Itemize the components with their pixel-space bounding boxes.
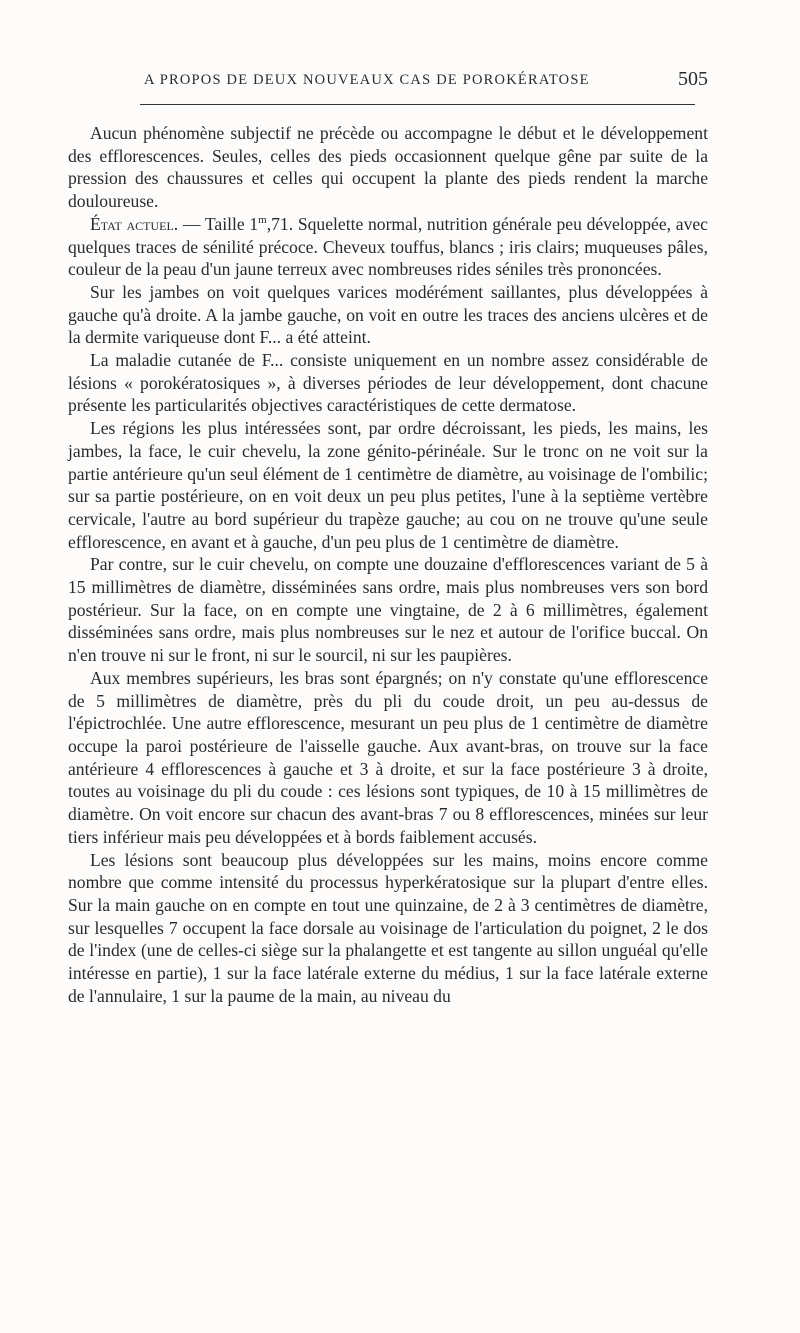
running-header <box>68 68 708 98</box>
header-rule <box>140 104 695 105</box>
paragraph-1: Aucun phénomène subjectif ne précède ou accompagne le début et le développement des efflorescences. Seules, celles des pieds occasionnent quelque gêne par suite de la pression des chaussures et celles qui occupent la plante des pieds rendent la marche douloureuse. <box>68 123 708 212</box>
height-unit: m <box>258 213 267 226</box>
paragraph-5: Les régions les plus intéressées sont, par ordre décroissant, les pieds, les mains, les jambes, la face, le cuir chevelu, la zone génito-périnéale. Sur le tronc on ne voit sur la partie antérieure qu'un seul élément de 1 centimètre de diamètre, au voisinage de l'ombilic; sur sa partie postérieure, on en voit deux un peu plus petites, l'une à la septième vertèbre cervicale, l'autre au bord supérieur du trapèze gauche; au cou on ne trouve qu'une seule efflorescence, en avant et à gauche, d'un peu plus de 1 centimètre de diamètre. <box>68 418 708 552</box>
paragraph-8: Les lésions sont beaucoup plus développées sur les mains, moins encore comme nombre que comme intensité du processus hyperkératosique sur la plupart d'entre elles. Sur la main gauche on en compte en tout une quinzaine, de 2 à 3 centimètres de diamètre, sur lesquelles 7 occupent la face dorsale au voisinage de l'articulation du poignet, 2 le dos de l'index (une de celles-ci siège sur la phalangette et est tangente au sillon unguéal qu'elle intéresse en partie), 1 sur la face latérale externe du médius, 1 sur la face latérale externe de l'annulaire, 1 sur la paume de la main, au niveau du <box>68 849 708 1006</box>
paragraph-7: Aux membres supérieurs, les bras sont épargnés; on n'y constate qu'une efflorescence de 5 millimètres de diamètre, près du pli du coude droit, un peu au-dessus de l'épictrochlée. Une autre efflorescence, mesurant un peu plus de 1 centimètre de diamètre occupe la paroi postérieure de l'aisselle gauche. Aux avant-bras, on trouve sur la face antérieure 4 efflorescences à gauche et 3 à droite, et sur la face postérieure 3 à droite, toutes au voisinage du pli du coude : ces lésions sont typiques, de 10 à 15 millimètres de diamètre. On voit encore sur chacun des avant-bras 7 ou 8 efflorescences, minées sur leur tiers inférieur mais peu développées et à bords faiblement accusés. <box>68 667 708 847</box>
paragraph-2-text: ,71. Squelette normal, nutrition générale peu développée, avec quelques traces de sénilité précoce. Cheveux touffus, blancs ; iris clairs; muqueuses pâles, couleur de la peau d'un jaune terreux avec nombreuses rides séniles très prononcées. <box>68 213 708 280</box>
paragraph-4: La maladie cutanée de F... consiste uniquement en un nombre assez considérable de lésions « porokératosiques », à diverses périodes de leur développement, dont chacune présente les particularités objectives caractéristiques de cette dermatose. <box>68 350 708 416</box>
section-heading: État actuel. <box>90 213 179 234</box>
paragraph-2 <box>68 213 708 281</box>
paragraph-2-lead: — Taille 1 <box>178 213 259 234</box>
body-text <box>68 122 708 1007</box>
page-number: 505 <box>678 68 708 90</box>
paragraph-3: Sur les jambes on voit quelques varices modérément saillantes, plus développées à gauche qu'à droite. A la jambe gauche, on voit en outre les traces des anciens ulcères et de la dermite variqueuse dont F... a été atteint. <box>68 281 708 348</box>
running-title: A PROPOS DE DEUX NOUVEAUX CAS DE POROKÉRATOSE <box>144 72 590 88</box>
paragraph-6: Par contre, sur le cuir chevelu, on compte une douzaine d'efflorescences variant de 5 à 15 millimètres de diamètre, disséminées sans ordre, mais plus nombreuses vers son bord postérieur. Sur la face, on en compte une vingtaine, de 2 à 6 millimètres, également disséminées sans ordre, mais plus nombreuses sur le nez et autour de l'orifice buccal. On n'en trouve ni sur le front, ni sur le sourcil, ni sur les paupières. <box>68 554 708 666</box>
